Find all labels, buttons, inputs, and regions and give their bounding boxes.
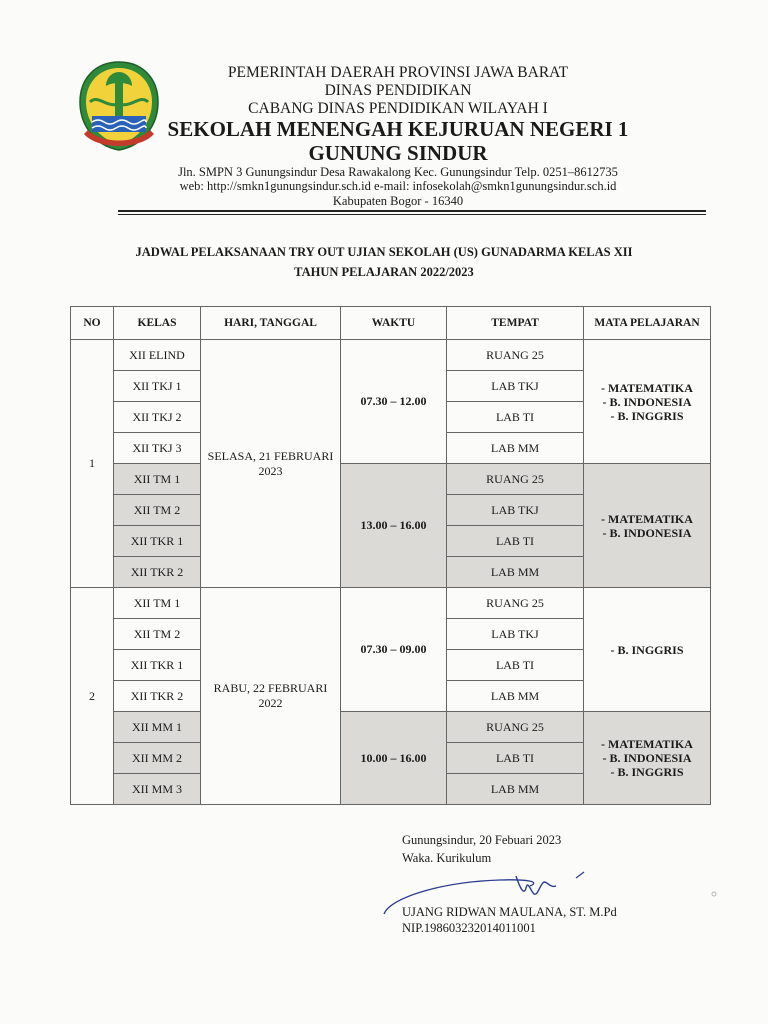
school-name: SEKOLAH MENENGAH KEJURUAN NEGERI 1 xyxy=(167,117,629,141)
table-row xyxy=(71,712,711,743)
class-cell: XII MM 1 xyxy=(114,712,201,743)
day-number: 1 xyxy=(71,340,114,588)
table-row xyxy=(71,588,711,619)
room-cell: RUANG 25 xyxy=(447,712,584,743)
header-kelas: KELAS xyxy=(114,307,201,340)
subject-item: - B. INDONESIA xyxy=(602,751,692,765)
document-title: JADWAL PELAKSANAAN TRY OUT UJIAN SEKOLAH (US) GUNADARMA KELAS XII xyxy=(135,245,633,259)
room-cell: LAB MM xyxy=(447,557,584,588)
class-cell: XII TKR 2 xyxy=(114,681,201,712)
room-cell: LAB TI xyxy=(447,526,584,557)
session-time: 07.30 – 12.00 xyxy=(341,340,447,464)
subjects-cell xyxy=(584,464,711,588)
room-cell: LAB TKJ xyxy=(447,371,584,402)
class-cell: XII TKJ 1 xyxy=(114,371,201,402)
schedule-table xyxy=(70,306,711,805)
class-cell: XII TM 1 xyxy=(114,464,201,495)
subjects-cell xyxy=(584,712,711,805)
web-email-line: web: http://smkn1gunungsindur.sch.id e-mail: infosekolah@smkn1gunungsindur.sch.id xyxy=(179,179,617,193)
class-cell: XII TKR 1 xyxy=(114,526,201,557)
subject-item: - MATEMATIKA xyxy=(601,380,693,395)
session-time: 07.30 – 09.00 xyxy=(341,588,447,712)
subject-item: - B. INGGRIS xyxy=(610,408,684,423)
subject-item: - B. INGGRIS xyxy=(610,765,684,779)
room-cell: RUANG 25 xyxy=(447,464,584,495)
class-cell: XII TKR 1 xyxy=(114,650,201,681)
class-cell: XII TM 2 xyxy=(114,495,201,526)
subjects-cell xyxy=(584,340,711,464)
class-cell: XII ELIND xyxy=(114,340,201,371)
class-cell: XII TKR 2 xyxy=(114,557,201,588)
header-waktu: WAKTU xyxy=(341,307,447,340)
table-row xyxy=(71,340,711,371)
letterhead-rule-thin xyxy=(118,214,706,215)
address-line: Jln. SMPN 3 Gunungsindur Desa Rawakalong Kec. Gunungsindur Telp. 0251–8612735 xyxy=(178,165,618,179)
scan-speck xyxy=(710,890,718,898)
signatory-name: UJANG RIDWAN MAULANA, ST. M.Pd xyxy=(402,905,617,919)
signatory-nip: NIP.198603232014011001 xyxy=(402,921,536,935)
subjects-cell xyxy=(584,588,711,712)
school-location: GUNUNG SINDUR xyxy=(308,141,488,165)
signatory-position: Waka. Kurikulum xyxy=(402,851,492,865)
academic-year: TAHUN PELAJARAN 2022/2023 xyxy=(294,265,474,279)
subject-item: - B. INDONESIA xyxy=(602,394,692,409)
class-cell: XII MM 2 xyxy=(114,743,201,774)
room-cell: LAB MM xyxy=(447,681,584,712)
session-time: 13.00 – 16.00 xyxy=(341,464,447,588)
room-cell: LAB TI xyxy=(447,650,584,681)
government-line: PEMERINTAH DAERAH PROVINSI JAWA BARAT xyxy=(227,64,569,81)
room-cell: RUANG 25 xyxy=(447,588,584,619)
room-cell: LAB TI xyxy=(447,743,584,774)
class-cell: XII TKJ 3 xyxy=(114,433,201,464)
place-and-date: Gunungsindur, 20 Febuari 2023 xyxy=(402,833,562,847)
class-cell: XII TKJ 2 xyxy=(114,402,201,433)
room-cell: LAB TI xyxy=(447,402,584,433)
day-date: SELASA, 21 FEBRUARI 2023 xyxy=(201,340,341,588)
header-no: NO xyxy=(71,307,114,340)
room-cell: RUANG 25 xyxy=(447,340,584,371)
header-hari-tanggal: HARI, TANGGAL xyxy=(201,307,341,340)
day-date: RABU, 22 FEBRUARI 2022 xyxy=(201,588,341,805)
session-time: 10.00 – 16.00 xyxy=(341,712,447,805)
table-row xyxy=(71,464,711,495)
subject-item: - MATEMATIKA xyxy=(601,511,693,526)
room-cell: LAB MM xyxy=(447,774,584,805)
subject-item: - B. INGGRIS xyxy=(610,642,684,657)
subject-item: - MATEMATIKA xyxy=(601,737,693,751)
room-cell: LAB MM xyxy=(447,433,584,464)
department-line: DINAS PENDIDIKAN xyxy=(324,82,472,99)
room-cell: LAB TKJ xyxy=(447,495,584,526)
room-cell: LAB TKJ xyxy=(447,619,584,650)
branch-office-line: CABANG DINAS PENDIDIKAN WILAYAH I xyxy=(248,100,548,117)
regency-postcode: Kabupaten Bogor - 16340 xyxy=(332,194,464,208)
day-number: 2 xyxy=(71,588,114,805)
header-tempat: TEMPAT xyxy=(447,307,584,340)
header-mata-pelajaran: MATA PELAJARAN xyxy=(584,307,711,340)
class-cell: XII MM 3 xyxy=(114,774,201,805)
class-cell: XII TM 1 xyxy=(114,588,201,619)
subject-item: - B. INDONESIA xyxy=(602,525,692,540)
class-cell: XII TM 2 xyxy=(114,619,201,650)
table-header-row xyxy=(71,307,711,340)
letterhead-rule-thick xyxy=(118,210,706,212)
